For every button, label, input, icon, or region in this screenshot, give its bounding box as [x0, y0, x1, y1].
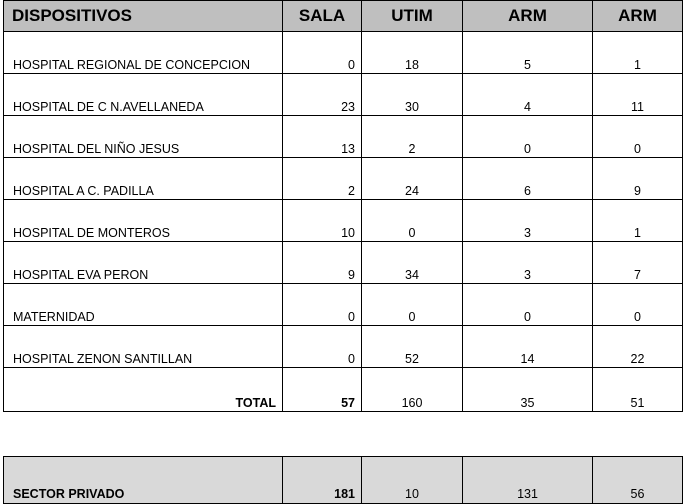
row-sala: 10: [283, 200, 362, 242]
private-arm-2: 56: [593, 457, 683, 504]
table-row: [4, 116, 683, 158]
sector-privado-table: [3, 456, 683, 504]
private-label: SECTOR PRIVADO: [4, 457, 283, 504]
header-row: [4, 1, 683, 32]
header-sala: SALA: [283, 1, 362, 32]
row-name: HOSPITAL DE C N.AVELLANEDA: [4, 74, 283, 116]
row-utim: 18: [362, 32, 463, 74]
row-name: HOSPITAL DEL NIÑO JESUS: [4, 116, 283, 158]
total-arm-1: 35: [463, 368, 593, 412]
row-arm-1: 3: [463, 200, 593, 242]
row-arm-2: 0: [593, 284, 683, 326]
header-arm-2: ARM: [593, 1, 683, 32]
total-arm-2: 51: [593, 368, 683, 412]
row-sala: 0: [283, 284, 362, 326]
total-utim: 160: [362, 368, 463, 412]
row-arm-2: 1: [593, 32, 683, 74]
row-arm-2: 22: [593, 326, 683, 368]
private-row: [4, 457, 683, 504]
header-arm-1: ARM: [463, 1, 593, 32]
table-row: [4, 32, 683, 74]
row-arm-1: 6: [463, 158, 593, 200]
row-utim: 0: [362, 200, 463, 242]
row-arm-2: 7: [593, 242, 683, 284]
row-utim: 34: [362, 242, 463, 284]
row-arm-2: 1: [593, 200, 683, 242]
total-sala: 57: [283, 368, 362, 412]
table-row: [4, 200, 683, 242]
header-utim: UTIM: [362, 1, 463, 32]
row-utim: 0: [362, 284, 463, 326]
table-row: [4, 158, 683, 200]
row-sala: 13: [283, 116, 362, 158]
row-utim: 30: [362, 74, 463, 116]
row-arm-2: 0: [593, 116, 683, 158]
row-arm-2: 9: [593, 158, 683, 200]
row-arm-1: 4: [463, 74, 593, 116]
dispositivos-table: [3, 0, 683, 412]
row-arm-1: 14: [463, 326, 593, 368]
row-name: MATERNIDAD: [4, 284, 283, 326]
row-arm-1: 5: [463, 32, 593, 74]
row-sala: 0: [283, 32, 362, 74]
row-arm-1: 3: [463, 242, 593, 284]
private-sala: 181: [283, 457, 362, 504]
row-name: HOSPITAL REGIONAL DE CONCEPCION: [4, 32, 283, 74]
row-utim: 52: [362, 326, 463, 368]
row-sala: 0: [283, 326, 362, 368]
row-utim: 24: [362, 158, 463, 200]
table-row: [4, 242, 683, 284]
row-utim: 2: [362, 116, 463, 158]
row-arm-1: 0: [463, 284, 593, 326]
private-utim: 10: [362, 457, 463, 504]
header-dispositivos: DISPOSITIVOS: [4, 1, 283, 32]
row-name: HOSPITAL A C. PADILLA: [4, 158, 283, 200]
total-row: [4, 368, 683, 412]
row-name: HOSPITAL ZENON SANTILLAN: [4, 326, 283, 368]
table-row: [4, 74, 683, 116]
row-arm-1: 0: [463, 116, 593, 158]
table-row: [4, 284, 683, 326]
row-sala: 9: [283, 242, 362, 284]
table-row: [4, 326, 683, 368]
row-arm-2: 11: [593, 74, 683, 116]
row-name: HOSPITAL EVA PERON: [4, 242, 283, 284]
row-sala: 23: [283, 74, 362, 116]
private-arm-1: 131: [463, 457, 593, 504]
row-name: HOSPITAL DE MONTEROS: [4, 200, 283, 242]
total-label: TOTAL: [4, 368, 283, 412]
row-sala: 2: [283, 158, 362, 200]
